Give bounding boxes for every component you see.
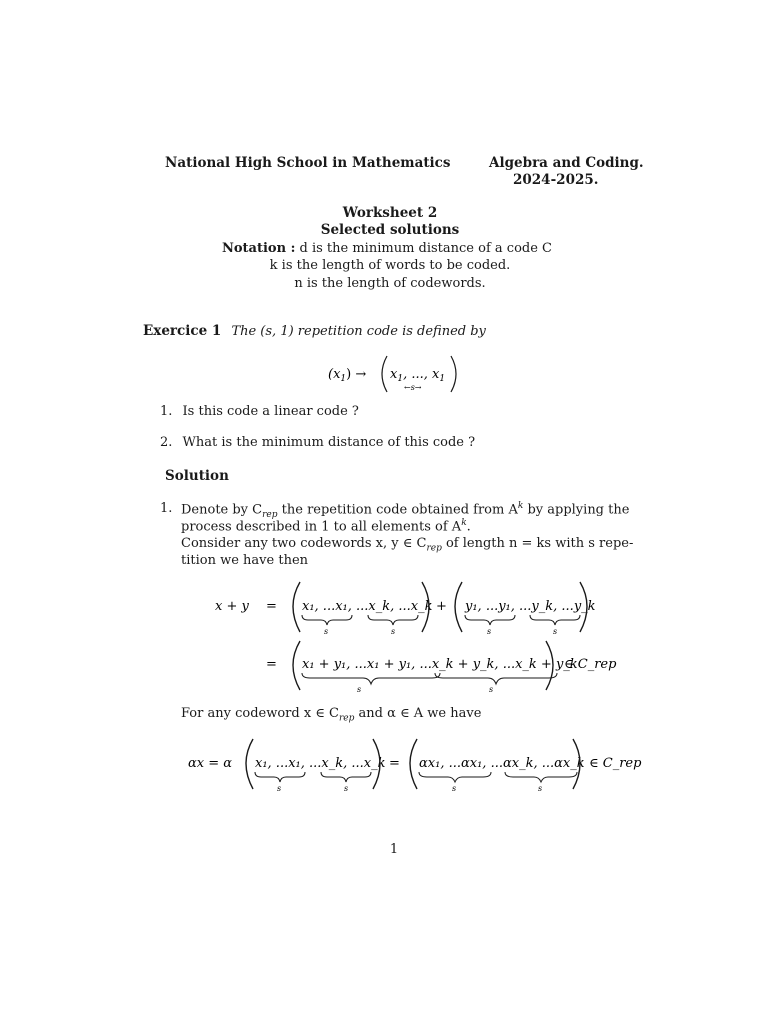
eq2-in-crep: ∈ C_rep <box>564 657 617 672</box>
question-1-text: Is this code a linear code ? <box>182 404 359 419</box>
eq1-y-terms: y₁, ...y₁, ...y_k, ...y_k <box>465 599 596 614</box>
eq3-x-terms: x₁, ...x₁, ...x_k, ...x_k <box>255 756 386 771</box>
notation-text-1: d is the minimum distance of a code C <box>299 241 552 256</box>
map-right: $x_1$, ..., $x_1$ <box>390 367 446 384</box>
rep-sub-2: rep <box>426 543 442 554</box>
eq1-x-terms: x₁, ...x₁, ...x_k, ...x_k <box>302 599 433 614</box>
eq1-s-label-3: s <box>487 627 492 636</box>
page-number: 1 <box>389 842 399 857</box>
equation-sum-line-2 <box>210 638 630 696</box>
worksheet-title: Worksheet 2 <box>342 205 438 221</box>
eq2-s-label-2: s <box>489 685 494 694</box>
solution-line-3 <box>181 536 633 554</box>
sup-k: k <box>517 501 524 511</box>
repetition-map-formula <box>325 352 465 396</box>
equation-sum-line-1 <box>210 578 600 638</box>
notation-line-1 <box>222 241 552 256</box>
solution-line-3b: of length n = ks with s repe- <box>441 536 634 551</box>
rep-sub-3: rep <box>339 713 355 724</box>
equation-scalar <box>185 735 645 795</box>
eq2-s-label-1: s <box>357 685 362 694</box>
solution-line-1a: Denote by C <box>181 502 263 518</box>
header-right-line1: Algebra and Coding. <box>489 155 644 171</box>
header-right-line2: 2024-2025. <box>513 172 599 188</box>
exercise-text: The (s, 1) repetition code is defined by <box>231 324 486 339</box>
question-2-text: What is the minimum distance of this code ? <box>182 435 476 450</box>
solution-item-1-num: 1. <box>160 501 173 516</box>
question-1 <box>160 404 359 419</box>
notation-line-3: n is the length of codewords. <box>294 276 486 291</box>
eq3-s-label-2: s <box>344 784 349 793</box>
eq3-in-crep: ∈ C_rep <box>589 756 642 771</box>
for-any-line <box>181 706 481 724</box>
worksheet-subtitle: Selected solutions <box>320 222 460 238</box>
eq1-lhs: x + y <box>215 599 249 614</box>
eq1-s-label-1: s <box>324 627 329 636</box>
exercise-label: Exercice 1 <box>143 323 222 339</box>
sup-k-2: k <box>461 518 467 528</box>
for-any-a: For any codeword x ∈ C <box>181 706 339 721</box>
solution-line-2a: process described in 1 to all elements of A <box>181 519 462 535</box>
notation-line-2: k is the length of words to be coded. <box>269 258 511 273</box>
map-s-label: ←s→ <box>404 383 422 392</box>
question-1-num: 1. <box>160 404 173 419</box>
question-2 <box>160 435 475 450</box>
solution-heading: Solution <box>165 468 229 484</box>
eq1-s-label-4: s <box>553 627 558 636</box>
notation-label: Notation : <box>222 241 296 256</box>
solution-line-1b: the repetition code obtained from A <box>277 502 518 518</box>
solution-line-3a: Consider any two codewords x, y ∈ C <box>181 536 427 551</box>
eq3-s-label-4: s <box>538 784 543 793</box>
eq1-s-label-2: s <box>391 627 396 636</box>
header-left: National High School in Mathematics <box>165 155 451 171</box>
eq1-equals: = <box>266 599 277 614</box>
eq1-plus: + <box>436 599 447 614</box>
eq3-s-label-3: s <box>452 784 457 793</box>
for-any-b: and α ∈ A we have <box>354 706 482 721</box>
solution-line-1c: by applying the <box>523 502 630 518</box>
eq2-equals: = <box>266 657 277 672</box>
question-2-num: 2. <box>160 435 173 450</box>
solution-line-4: tition we have then <box>181 553 309 568</box>
solution-line-2b: . <box>466 519 471 535</box>
eq3-lhs: αx = α <box>188 756 233 771</box>
map-left: $(x_1)$ → <box>328 367 367 384</box>
rep-sub: rep <box>262 509 278 520</box>
solution-line-2 <box>181 518 471 534</box>
eq3-ax-terms: αx₁, ...αx₁, ...αx_k, ...αx_k <box>419 756 585 771</box>
eq3-s-label-1: s <box>277 784 282 793</box>
eq2-terms: x₁ + y₁, ...x₁ + y₁, ...x_k + y_k, ...x_k + y_k <box>302 657 578 672</box>
eq3-equals: = <box>389 756 400 771</box>
exercise-statement <box>143 323 486 339</box>
